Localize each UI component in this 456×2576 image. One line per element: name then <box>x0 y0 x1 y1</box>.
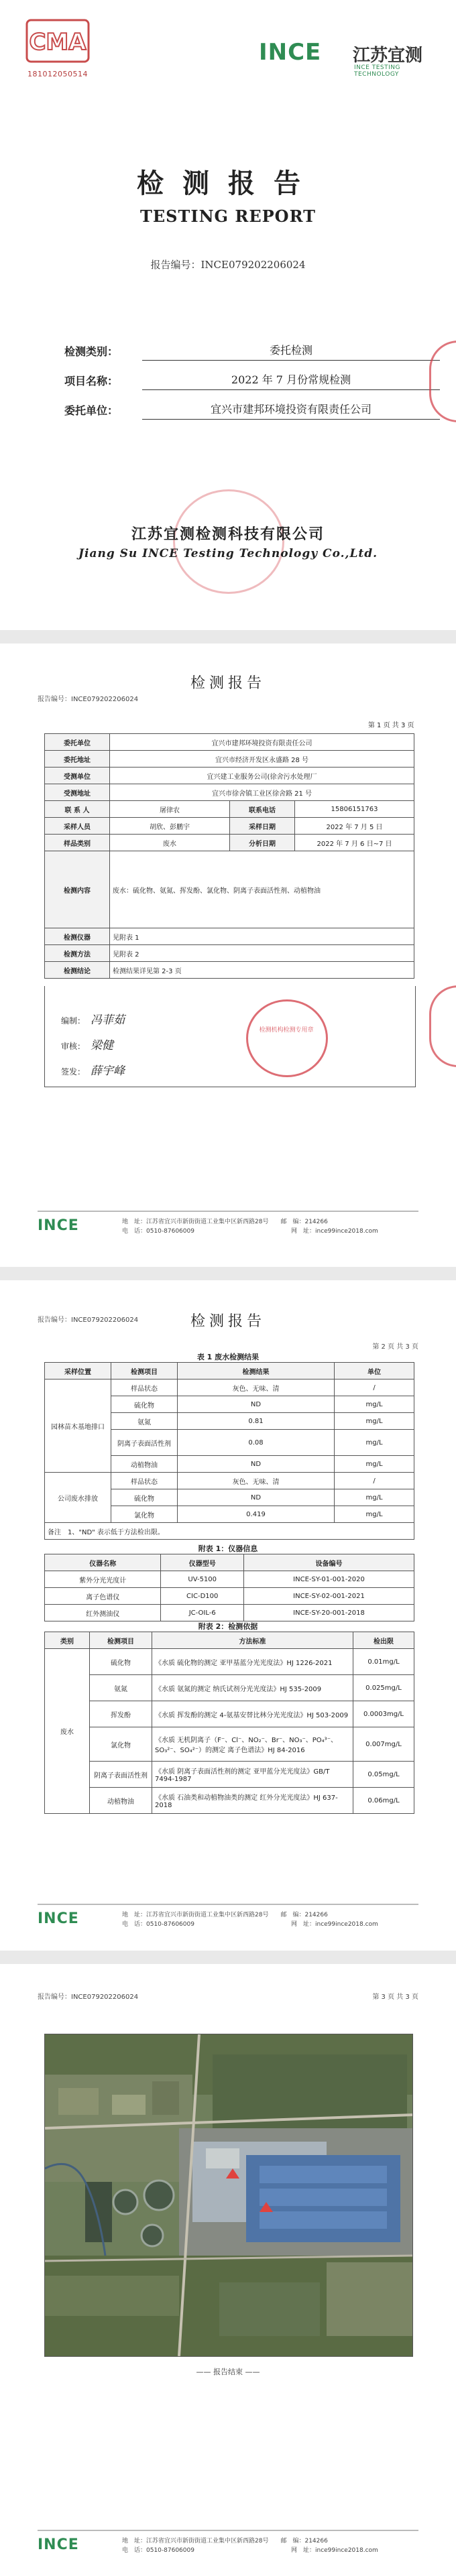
table-row: 动植物油 ND mg/L <box>45 1456 414 1473</box>
svg-text:CMA: CMA <box>29 29 87 56</box>
footer-logo: INCE <box>38 1217 79 1234</box>
report-title-en: TESTING REPORT <box>140 206 316 226</box>
page-number: 第 1 页 共 3 页 <box>367 721 414 729</box>
basic-info-table <box>44 717 414 979</box>
table-row: 紫外分光光度计 UV-5100 INCE-SY-01-001-2020 <box>45 1571 414 1588</box>
field-value: 2022 年 7 月份常规检测 <box>142 371 440 390</box>
signature-prepared: 编制： 冯菲茹 <box>61 1014 125 1027</box>
brand-inc-mark: INCE <box>259 39 322 66</box>
method-table: 类别 检测项目 方法标准 检出限 废水 硫化物 《水质 硫化物的测定 亚甲基蓝分光光度法》HJ 1226-2021 0.01mg/L 氨氮 《水质 氨氮的测定 纳氏试剂分光光度法》HJ 535-2009 0.025mg/L 挥发酚 《水质 挥发酚的测定 4-氨基安替比林分光光度法》HJ 503-2009 0.0003mg/L 氯化物 《水质 无机阴离子（F⁻、Cl⁻、NO₂⁻、Br⁻、NO₃⁻、PO₄³⁻、SO₃²⁻、SO₄²⁻）的测定 离子色谱法》HJ 84-2016 0.007mg/L 阴离子表面活性剂 《水质 阴离子表面活性剂的测定 亚甲蓝分光光度法》GB/T 7494-1987 0.05mg/L 动植物油 《水质 石油类和动植物油类的测定 红外分光光度法》HJ 637-2018 0.06mg/L <box>44 1632 414 1814</box>
cma-icon <box>25 15 90 68</box>
footer-contact: 地 址：江苏省宜兴市新街街道工业集中区新西路28号 邮 编：214266 电 话：0510-87606009 网 址：ince99ince2018.com <box>122 1219 378 1235</box>
table-row: 检测结论 检测结果详见第 2-3 页 <box>45 962 414 979</box>
table-row: 采样人员 胡欣、彭鹏宇 采样日期 2022 年 7 月 5 日 <box>45 818 414 835</box>
table-row: 挥发酚 《水质 挥发酚的测定 4-氨基安替比林分光光度法》HJ 503-2009 0.0003mg/L <box>45 1701 414 1727</box>
table2-caption: 附表 1：仪器信息 <box>198 1544 258 1553</box>
signature-approved: 签发： 薛宇峰 <box>61 1064 125 1078</box>
table-row: 氨氮 《水质 氨氮的测定 纳氏试剂分光光度法》HJ 535-2009 0.025mg/L <box>45 1675 414 1701</box>
table-row: 离子色谱仪 CIC-D100 INCE-SY-02-001-2021 <box>45 1588 414 1605</box>
table3-caption: 附表 2：检测依据 <box>198 1622 258 1631</box>
table-row: 委托单位 宜兴市建邦环境投资有限责任公司 <box>45 734 414 751</box>
field-label: 委托单位： <box>64 404 119 417</box>
table-row: 公司废水排放 样品状态 灰色、无味、清 / <box>45 1473 414 1489</box>
field-project-name <box>64 370 440 390</box>
footer-logo: INCE <box>38 2536 79 2553</box>
report-page-1 <box>0 643 456 1267</box>
report-title-cn: 检测报告 <box>137 168 319 199</box>
seam-stamp <box>429 985 456 1067</box>
report-page-3 <box>0 1964 456 2576</box>
table-note-row: 备注 1、"ND" 表示低于方法检出限。 <box>45 1523 414 1540</box>
cma-logo <box>17 15 98 88</box>
page-report-number: 报告编号：INCE079202206024 <box>38 1994 139 2001</box>
satellite-image <box>45 2034 412 2356</box>
footer-contact: 地 址：江苏省宜兴市新街街道工业集中区新西路28号 邮 编：214266 电 话：0510-87606009 网 址：ince99ince2018.com <box>122 1912 378 1928</box>
signature-reviewed: 审核： 梁健 <box>61 1039 114 1052</box>
table-row: 废水 硫化物 《水质 硫化物的测定 亚甲基蓝分光光度法》HJ 1226-2021 0.01mg/L <box>45 1649 414 1675</box>
footer-logo: INCE <box>38 1910 79 1927</box>
page-report-number: 报告编号：INCE079202206024 <box>38 696 139 703</box>
field-client <box>64 400 440 420</box>
page-number: 第 2 页 共 3 页 <box>372 1343 418 1351</box>
brand-logo <box>259 39 440 79</box>
table-row: 联 系 人 屠律农 联系电话 15806151763 <box>45 801 414 818</box>
stamp-text: 检测机构检测专用章 <box>259 1027 314 1034</box>
footer-contact: 地 址：江苏省宜兴市新街街道工业集中区新西路28号 邮 编：214266 电 话：0510-87606009 网 址：ince99ince2018.com <box>122 2538 378 2554</box>
table-row: 委托地址 宜兴市经济开发区永盛路 28 号 <box>45 751 414 768</box>
company-name-cn: 江苏宜测检测科技有限公司 <box>131 526 325 543</box>
satellite-map <box>44 2034 413 2357</box>
company-name-en: Jiang Su INCE Testing Technology Co.,Ltd. <box>78 547 378 560</box>
brand-en-name: INCE TESTING TECHNOLOGY <box>354 64 400 78</box>
report-end-text: —— 报告结束 —— <box>196 2368 260 2376</box>
table-row: 氨氮 0.81 mg/L <box>45 1413 414 1430</box>
table-row: 检测仪器 见附表 1 <box>45 928 414 945</box>
page-number: 第 3 页 共 3 页 <box>372 1994 418 2001</box>
page-title: 检测报告 <box>190 1313 266 1330</box>
table-row: 受测单位 宜兴建工业服务公司(徐舍污水处理厂 <box>45 768 414 784</box>
table1-caption: 表 1 废水检测结果 <box>196 1353 260 1361</box>
table-row: 红外测油仪 JC-OIL-6 INCE-SY-20-001-2018 <box>45 1605 414 1621</box>
signature-box <box>44 986 416 1087</box>
table-row: 硫化物 ND mg/L <box>45 1396 414 1413</box>
table-row: 硫化物 ND mg/L <box>45 1489 414 1506</box>
table-row: 检测方法 见附表 2 <box>45 945 414 962</box>
instrument-table: 仪器名称 仪器型号 设备编号 紫外分光光度计 UV-5100 INCE-SY-01-001-2020 离子色谱仪 CIC-D100 INCE-SY-02-001-2021 红外测油仪 JC-OIL-6 INCE-SY-20-001-2018 <box>44 1554 414 1621</box>
page-report-number: 报告编号：INCE079202206024 <box>38 1316 139 1324</box>
table-row: 检测内容 废水：硫化物、氨氮、挥发酚、氯化物、阴离子表面活性剂、动植物油 <box>45 851 414 928</box>
table-row: 阴离子表面活性剂 《水质 阴离子表面活性剂的测定 亚甲蓝分光光度法》GB/T 7494-1987 0.05mg/L <box>45 1762 414 1788</box>
brand-cn-name: 江苏宜测 <box>353 46 423 66</box>
table-row: 样品类别 废水 分析日期 2022 年 7 月 6 日~7 日 <box>45 835 414 851</box>
table-row: 动植物油 《水质 石油类和动植物油类的测定 红外分光光度法》HJ 637-2018 0.06mg/L <box>45 1788 414 1814</box>
table-row: 受测地址 宜兴市徐舍镇工业区徐舍路 21 号 <box>45 784 414 801</box>
testing-stamp <box>246 999 328 1077</box>
field-value: 委托检测 <box>142 342 440 361</box>
table-row: 阴离子表面活性剂 0.08 mg/L <box>45 1430 414 1456</box>
table-row: 氯化物 《水质 无机阴离子（F⁻、Cl⁻、NO₂⁻、Br⁻、NO₃⁻、PO₄³⁻、SO₃²⁻、SO₄²⁻）的测定 离子色谱法》HJ 84-2016 0.007mg/L <box>45 1727 414 1762</box>
table-row: 园林苗木基地排口 样品状态 灰色、无味、清 / <box>45 1379 414 1396</box>
cma-number: 181012050514 <box>27 70 88 78</box>
field-value: 宜兴市建邦环境投资有限责任公司 <box>142 401 440 420</box>
page-title: 检测报告 <box>190 675 266 692</box>
table-row: 氯化物 0.419 mg/L <box>45 1506 414 1523</box>
field-label: 检测类别： <box>64 345 119 358</box>
cover-page <box>0 0 456 630</box>
report-number: 报告编号：INCE079202206024 <box>150 259 306 271</box>
report-page-2 <box>0 1280 456 1951</box>
field-label: 项目名称： <box>64 375 119 387</box>
results-table: 采样位置 检测项目 检测结果 单位 园林苗木基地排口 样品状态 灰色、无味、清 / 硫化物 ND mg/L 氨氮 0.81 mg/L 阴离子表面活性剂 0.08 mg/L 动植物油 ND mg/L 公司废水排放 样品状态 灰色、无味、清 / 硫化物 ND mg/L 氯化物 0.419 mg/L 备注 1、"ND" 表示低于方法检出限。 <box>44 1362 414 1540</box>
field-test-category <box>64 341 440 361</box>
